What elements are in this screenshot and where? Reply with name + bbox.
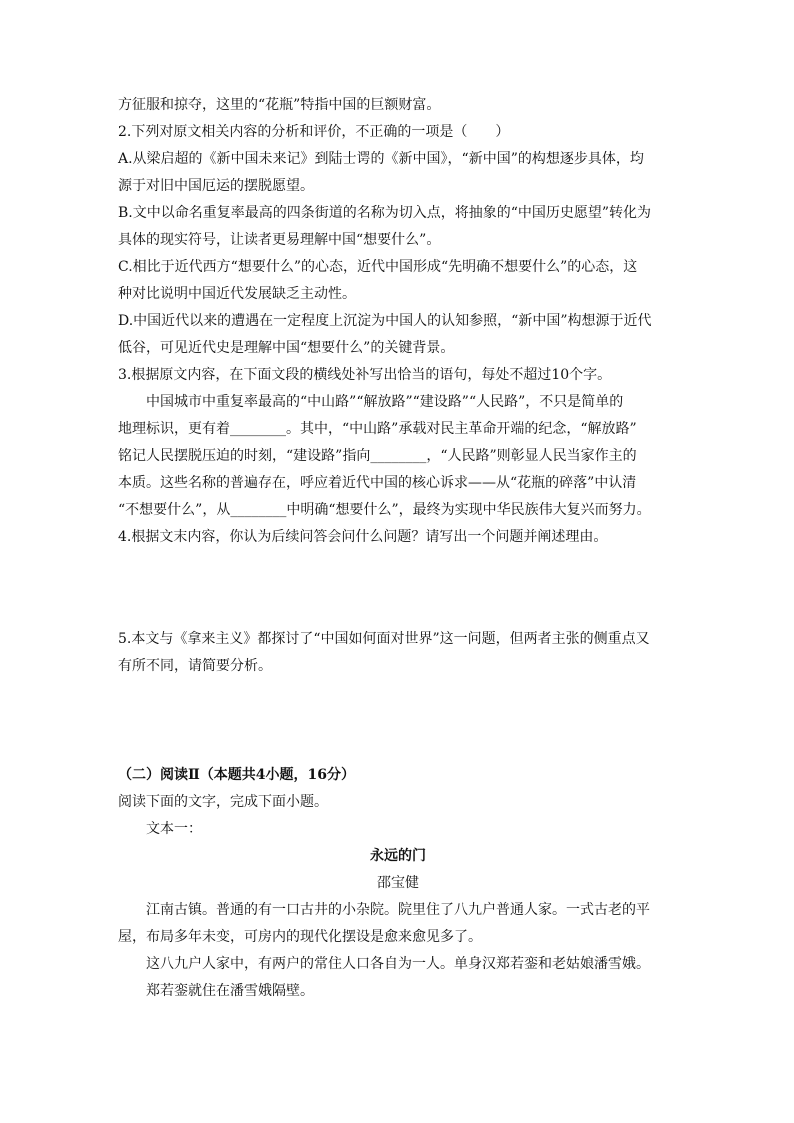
question-2-stem: 2.下列对原文相关内容的分析和评价，不正确的一项是（ ） bbox=[118, 124, 510, 140]
paragraph-line: 方征服和掠夺，这里的“花瓶”特指中国的巨额财富。 bbox=[118, 97, 441, 113]
story-title: 永远的门 bbox=[370, 848, 426, 864]
option-c-line-2: 种对比说明中国近代发展缺乏主动性。 bbox=[118, 286, 356, 302]
story-paragraph-1-line-1: 江南古镇。普通的有一口古井的小杂院。院里住了八九户普通人家。一式古老的平 bbox=[146, 902, 650, 918]
text-one-label: 文本一： bbox=[146, 821, 202, 837]
question-3-passage-line-5: “不想要什么”，从________中明确“想要什么”，最终为实现中华民族伟大复兴而努力。 bbox=[118, 502, 651, 518]
question-3-passage-line-2: 地理标识，更有着________。其中，“中山路”承载对民主革命开端的纪念，“解放路” bbox=[118, 421, 637, 437]
question-3-passage-line-1: 中国城市中重复率最高的“中山路”“解放路”“建设路”“人民路”，不只是简单的 bbox=[146, 394, 624, 410]
section-heading: （二）阅读Ⅱ（本题共4小题，16分） bbox=[118, 767, 356, 783]
question-4-stem: 4.根据文末内容，你认为后续问答会问什么问题？请写出一个问题并阐述理由。 bbox=[118, 529, 608, 545]
question-3-passage-line-4: 本质。这些名称的普遍存在，呼应着近代中国的核心诉求——从“花瓶的碎落”中认清 bbox=[118, 475, 637, 491]
option-b-line-1: B.文中以命名重复率最高的四条街道的名称为切入点，将抽象的“中国历史愿望”转化为 bbox=[118, 205, 652, 221]
story-paragraph-1-line-2: 屋，布局多年未变，可房内的现代化摆设是愈来愈见多了。 bbox=[118, 929, 482, 945]
story-author: 邵宝健 bbox=[377, 875, 419, 891]
story-paragraph-2: 这八九户人家中，有两户的常住人口各自为一人。单身汉郑若銮和老姑娘潘雪娥。 bbox=[146, 956, 650, 972]
question-5-stem-line-2: 有所不同，请简要分析。 bbox=[118, 658, 272, 674]
question-3-passage-line-3: 铭记人民摆脱压迫的时刻，“建设路”指向________，“人民路”则彰显人民当家作主的 bbox=[118, 448, 637, 464]
option-d-line-1: D.中国近代以来的遭遇在一定程度上沉淀为中国人的认知参照，“新中国”构想源于近代 bbox=[118, 313, 652, 329]
option-b-line-2: 具体的现实符号，让读者更易理解中国“想要什么”。 bbox=[118, 232, 441, 248]
option-c-line-1: C.相比于近代西方“想要什么”的心态，近代中国形成“先明确不想要什么”的心态，这 bbox=[118, 259, 638, 275]
section-instruction: 阅读下面的文字，完成下面小题。 bbox=[118, 794, 328, 810]
question-3-stem: 3.根据原文内容，在下面文段的横线处补写出恰当的语句，每处不超过10个字。 bbox=[118, 367, 612, 383]
option-d-line-2: 低谷，可见近代史是理解中国“想要什么”的关键背景。 bbox=[118, 340, 455, 356]
question-5-stem-line-1: 5.本文与《拿来主义》都探讨了“中国如何面对世界”这一问题，但两者主张的侧重点又 bbox=[118, 631, 650, 647]
option-a-line-1: A.从梁启超的《新中国未来记》到陆士谔的《新中国》，“新中国”的构想逐步具体，均 bbox=[118, 151, 644, 167]
option-a-line-2: 源于对旧中国厄运的摆脱愿望。 bbox=[118, 178, 314, 194]
story-paragraph-3: 郑若銮就住在潘雪娥隔壁。 bbox=[146, 983, 314, 999]
